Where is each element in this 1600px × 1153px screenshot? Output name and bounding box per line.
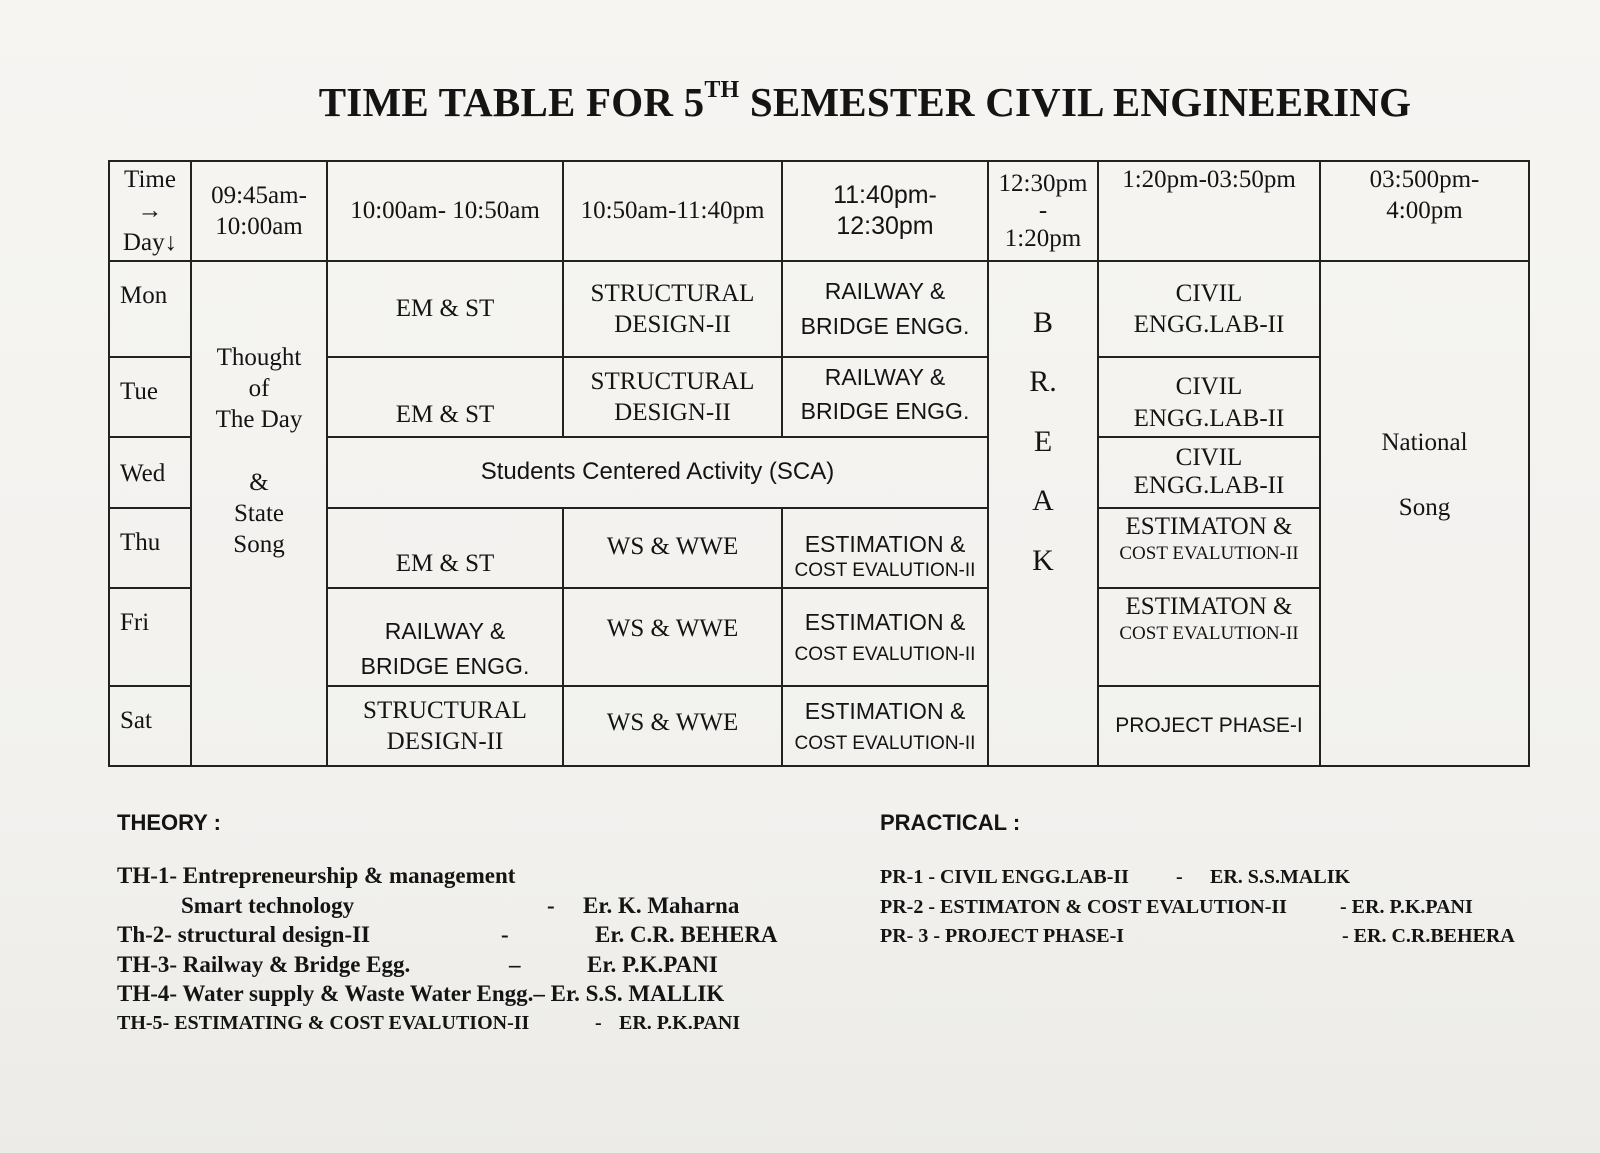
fri-s4-line-2: COST EVALUTION-II: [794, 643, 976, 665]
practical-dash: -: [1176, 866, 1183, 888]
title-suffix: SEMESTER CIVIL ENGINEERING: [739, 79, 1412, 125]
theory-subject: TH-1- Entrepreneurship & management: [117, 863, 516, 888]
practical-row: [880, 922, 1540, 952]
theory-row: [117, 920, 817, 950]
cell-sat-s3: WS & WWE: [563, 686, 782, 766]
break-column: [988, 261, 1098, 766]
fri-s6-line-2: COST EVALUTION-II: [1119, 623, 1299, 645]
theory-dash: -: [595, 1011, 602, 1034]
cell-wed-s6: CIVIL ENGG.LAB-II: [1098, 437, 1320, 508]
header-time-day: Time → Day↓: [109, 161, 191, 261]
break-letter: E: [1033, 424, 1053, 458]
practical-list: [880, 863, 1540, 952]
day-label: Tue: [109, 357, 191, 437]
cell-sat-s6: PROJECT PHASE-I: [1098, 686, 1320, 766]
header-slot-1: 09:45am- 10:00am: [191, 161, 327, 261]
theory-subject: Th-2- structural design-II: [117, 922, 371, 947]
cell-mon-s2: EM & ST: [327, 261, 563, 357]
practical-subject: PR-2 - ESTIMATON & COST EVALUTION-II: [880, 895, 1287, 918]
cell-tue-s2: EM & ST: [327, 357, 563, 437]
practical-teacher: - ER. P.K.PANI: [1340, 895, 1473, 918]
theory-heading: THEORY :: [117, 810, 221, 835]
theory-teacher: Er. P.K.PANI: [587, 951, 718, 977]
break-letter: B: [1032, 305, 1053, 339]
theory-list: [117, 861, 817, 1038]
cell-fri-s4: [782, 588, 988, 686]
national-song-line-1: National: [1381, 428, 1468, 456]
assembly-cell: Thought of The Day & State Song: [191, 261, 327, 766]
theory-subject: TH-4- Water supply & Waste Water Engg.– Er. S.S. MALLIK: [117, 981, 725, 1006]
day-label: Sat: [109, 686, 191, 766]
header-row: [109, 161, 1529, 261]
sat-s4-line-1: ESTIMATION &: [804, 697, 966, 724]
day-label: Fri: [109, 588, 191, 686]
cell-sat-s4: [782, 686, 988, 766]
theory-row: [117, 979, 817, 1009]
national-song-line-2: Song: [1398, 494, 1451, 521]
theory-row: [117, 891, 817, 921]
theory-teacher: ER. P.K.PANI: [619, 1011, 741, 1034]
break-letter: K: [1032, 543, 1054, 577]
header-slot-4: 11:40pm- 12:30pm: [782, 161, 988, 261]
header-slot-2: 10:00am- 10:50am: [327, 161, 563, 261]
practical-subject: PR-1 - CIVIL ENGG.LAB-II: [880, 866, 1129, 888]
theory-subject: TH-5- ESTIMATING & COST EVALUTION-II: [117, 1011, 530, 1034]
theory-subject: Smart technology: [181, 892, 355, 918]
row-mon: [109, 261, 1529, 357]
cell-thu-s4: [782, 508, 988, 588]
practical-subject: PR- 3 - PROJECT PHASE-I: [880, 925, 1125, 947]
fri-s4-line-1: ESTIMATION &: [804, 608, 966, 635]
thu-s6-line-2: COST EVALUTION-II: [1119, 543, 1299, 565]
header-slot-3: 10:50am-11:40pm: [563, 161, 782, 261]
break-letter: A: [1032, 484, 1054, 518]
header-slot-7: 03:500pm- 4:00pm: [1320, 161, 1529, 261]
cell-thu-s2: EM & ST: [327, 508, 563, 588]
sat-s4-line-2: COST EVALUTION-II: [794, 732, 976, 754]
header-slot-6: 1:20pm-03:50pm: [1098, 161, 1320, 261]
cell-fri-s2: RAILWAY & BRIDGE ENGG.: [327, 588, 563, 686]
thu-s4-line-2: COST EVALUTION-II: [794, 559, 976, 581]
title-superscript: TH: [704, 77, 740, 104]
page-title: [0, 78, 1600, 126]
practical-teacher: - ER. C.R.BEHERA: [1342, 925, 1515, 947]
title-prefix: TIME TABLE FOR 5: [318, 79, 705, 125]
cell-mon-s3: STRUCTURAL DESIGN-II: [563, 261, 782, 357]
day-label: Wed: [109, 437, 191, 508]
cell-thu-s3: WS & WWE: [563, 508, 782, 588]
cell-tue-s3: STRUCTURAL DESIGN-II: [563, 357, 782, 437]
header-slot-5: 12:30pm - 1:20pm: [988, 161, 1098, 261]
timetable: [108, 160, 1530, 767]
cell-tue-s6: CIVIL ENGG.LAB-II: [1098, 357, 1320, 437]
cell-tue-s4: RAILWAY & BRIDGE ENGG.: [782, 357, 988, 437]
national-song-cell: [1320, 261, 1529, 766]
theory-dash: -: [501, 922, 509, 947]
theory-subject: TH-3- Railway & Bridge Egg.: [117, 951, 411, 977]
cell-sat-s2: STRUCTURAL DESIGN-II: [327, 686, 563, 766]
theory-teacher: Er. C.R. BEHERA: [595, 922, 778, 947]
day-label: Thu: [109, 508, 191, 588]
practical-row: [880, 863, 1540, 893]
cell-wed-sca: Students Centered Activity (SCA): [327, 437, 988, 508]
thu-s4-line-1: ESTIMATION &: [804, 530, 966, 557]
theory-row: [117, 861, 817, 891]
thu-s6-line-1: ESTIMATON &: [1125, 513, 1293, 540]
break-letter: R.: [1029, 365, 1057, 399]
day-label: Mon: [109, 261, 191, 357]
fri-s6-line-1: ESTIMATON &: [1125, 593, 1293, 620]
theory-teacher: Er. K. Maharna: [583, 892, 740, 918]
cell-thu-s6: [1098, 508, 1320, 588]
cell-mon-s6: CIVIL ENGG.LAB-II: [1098, 261, 1320, 357]
practical-row: [880, 893, 1540, 923]
cell-fri-s3: WS & WWE: [563, 588, 782, 686]
theory-dash: –: [509, 951, 521, 977]
practical-teacher: ER. S.S.MALIK: [1210, 866, 1351, 888]
theory-dash: -: [547, 892, 555, 918]
practical-heading: PRACTICAL :: [880, 810, 1021, 835]
theory-row: [117, 1009, 817, 1039]
cell-fri-s6: [1098, 588, 1320, 686]
cell-mon-s4: RAILWAY & BRIDGE ENGG.: [782, 261, 988, 357]
theory-row: [117, 950, 817, 980]
